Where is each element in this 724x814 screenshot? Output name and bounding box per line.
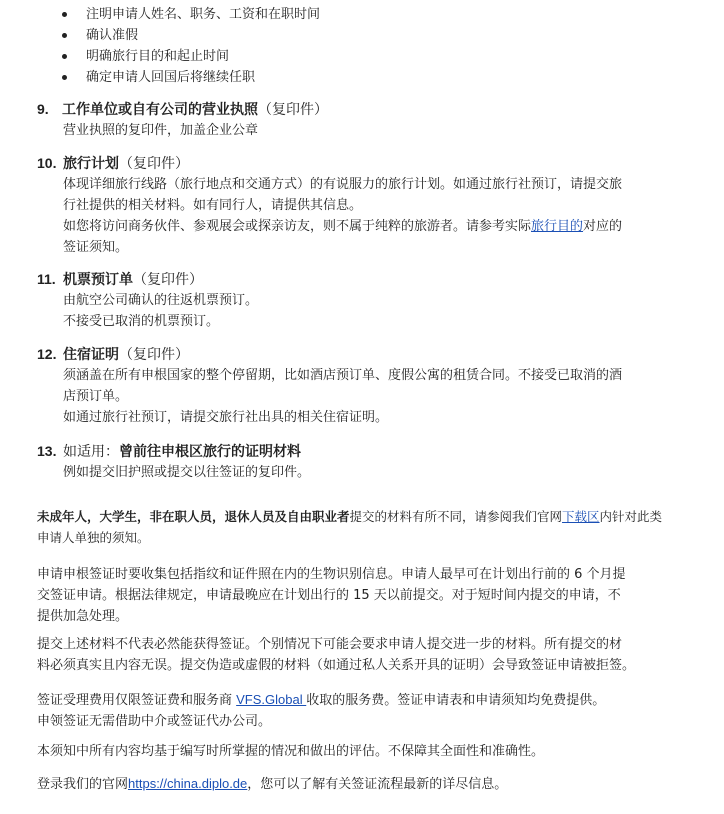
- paragraph-line: 申领签证无需借助中介或签证代办公司。: [37, 714, 272, 729]
- paragraph-line: [37, 773, 694, 795]
- item-title: 机票预订单: [63, 272, 133, 288]
- paragraph-text: 登录我们的官网: [37, 777, 129, 792]
- bullet-dot-icon: [62, 75, 67, 80]
- vfs-global-link[interactable]: VFS.Global: [236, 692, 307, 707]
- item-note: （复印件）: [258, 102, 328, 118]
- list-item: [62, 4, 320, 25]
- requirement-item-12: [37, 343, 694, 428]
- item-text: 店预订单。: [63, 389, 129, 404]
- list-item: [62, 67, 320, 88]
- list-item-text: 确认准假: [86, 28, 139, 43]
- official-website-link[interactable]: https://china.diplo.de: [128, 776, 248, 791]
- item-body: [37, 174, 694, 258]
- paragraph-line: 申请人单独的须知。: [37, 530, 150, 545]
- item-heading: [37, 152, 694, 174]
- item-text: 如通过旅行社预订，请提交旅行社出具的相关住宿证明。: [63, 410, 389, 425]
- list-item: [62, 46, 320, 67]
- item-text-part: 如您将访问商务伙伴、参观展会或探亲访友，则不属于纯粹的旅游者。请参考实际: [63, 219, 532, 234]
- travel-purpose-link[interactable]: 旅行目的: [531, 219, 584, 234]
- website-paragraph: [37, 773, 694, 795]
- paragraph-line: 提供加急处理。: [37, 609, 129, 624]
- item-body: [37, 462, 694, 483]
- list-item-text: 明确旅行目的和起止时间: [86, 49, 230, 64]
- list-item-text: 注明申请人姓名、职务、工资和在职时间: [86, 7, 321, 22]
- download-area-link[interactable]: 下载区: [562, 509, 600, 524]
- no-guarantee-paragraph: [37, 634, 694, 676]
- item-text: 行社提供的相关材料。如有同行人，请提供其信息。: [63, 198, 363, 213]
- requirement-item-11: [37, 268, 694, 332]
- item-body: [37, 120, 694, 141]
- item-number: 11.: [37, 271, 56, 287]
- bullet-dot-icon: [62, 54, 67, 59]
- item-note: （复印件）: [119, 347, 189, 363]
- item-note: （复印件）: [119, 156, 189, 172]
- item-title: 住宿证明: [63, 347, 119, 363]
- paragraph-line: 料必须真实且内容无误。提交伪造或虚假的材料（如通过私人关系开具的证明）会导致签证申请被拒签。: [37, 658, 636, 673]
- special-applicants-note: [37, 506, 694, 548]
- item-text-part: 对应的: [583, 219, 623, 234]
- item-number: 10.: [37, 155, 57, 171]
- bullet-list: [62, 4, 320, 88]
- paragraph-line: 申请申根签证时要收集包括指纹和证件照在内的生物识别信息。申请人最早可在计划出行前的 6 个月提: [37, 567, 626, 582]
- item-text: 由航空公司确认的往返机票预订。: [63, 293, 259, 308]
- item-heading: [37, 268, 694, 290]
- disclaimer-paragraph: [37, 741, 694, 762]
- requirement-item-9: [37, 98, 694, 141]
- item-number: 13.: [37, 443, 57, 459]
- requirement-item-10: [37, 152, 694, 258]
- item-body: [37, 290, 694, 332]
- paragraph-line: 交签证申请。根据法律规定，申请最晚应在计划出行的 15 天以前提交。对于短时间内提交的申请，不: [37, 588, 621, 603]
- item-body: [37, 365, 694, 428]
- item-text: 营业执照的复印件，加盖企业公章: [63, 123, 259, 138]
- paragraph-text: 提交的材料有所不同，请参阅我们官网: [349, 509, 563, 524]
- bullet-dot-icon: [62, 12, 67, 17]
- item-text: 体现详细旅行线路（旅行地点和交通方式）的有说服力的旅行计划。如通过旅行社预订，请提交旅: [63, 177, 623, 192]
- item-title: 曾前往申根区旅行的证明材料: [119, 444, 301, 460]
- item-number: 12.: [37, 346, 57, 362]
- item-text: 签证须知。: [63, 240, 129, 255]
- item-title: 旅行计划: [63, 156, 119, 172]
- item-note: （复印件）: [133, 272, 203, 288]
- item-number: 9.: [37, 101, 49, 117]
- item-text: 例如提交旧护照或提交以往签证的复印件。: [63, 465, 311, 480]
- paragraph-line: [37, 689, 694, 711]
- applicant-groups: 未成年人，大学生，非在职人员，退休人员及自由职业者: [37, 509, 350, 524]
- item-heading: [37, 440, 694, 462]
- item-text: [63, 216, 694, 237]
- paragraph-text: 内针对此类: [599, 509, 663, 524]
- item-text: 不接受已取消的机票预订。: [63, 314, 220, 329]
- paragraph-text: 签证受理费用仅限签证费和服务商: [37, 693, 237, 708]
- paragraph-line: [37, 506, 694, 527]
- item-heading: [37, 98, 694, 120]
- paragraph-line: 提交上述材料不代表必然能获得签证。个别情况下可能会要求申请人提交进一步的材料。所有提交的材: [37, 637, 623, 652]
- paragraph-text: ，您可以了解有关签证流程最新的详尽信息。: [247, 777, 508, 792]
- paragraph-line: 本须知中所有内容均基于编写时所掌握的情况和做出的评估。不保障其全面性和准确性。: [37, 744, 545, 759]
- paragraph-text: 收取的服务费。签证申请表和申请须知均免费提供。: [306, 693, 606, 708]
- fees-paragraph: [37, 689, 694, 732]
- item-title: 工作单位或自有公司的营业执照: [62, 102, 258, 118]
- list-item-text: 确定申请人回国后将继续任职: [86, 70, 256, 85]
- requirement-item-13: [37, 440, 694, 483]
- item-text: 须涵盖在所有申根国家的整个停留期，比如酒店预订单、度假公寓的租赁合同。不接受已取消的酒: [63, 368, 623, 383]
- item-prefix: 如适用：: [63, 444, 119, 460]
- item-heading: [37, 343, 694, 365]
- biometrics-paragraph: [37, 564, 694, 627]
- bullet-dot-icon: [62, 33, 67, 38]
- list-item: [62, 25, 320, 46]
